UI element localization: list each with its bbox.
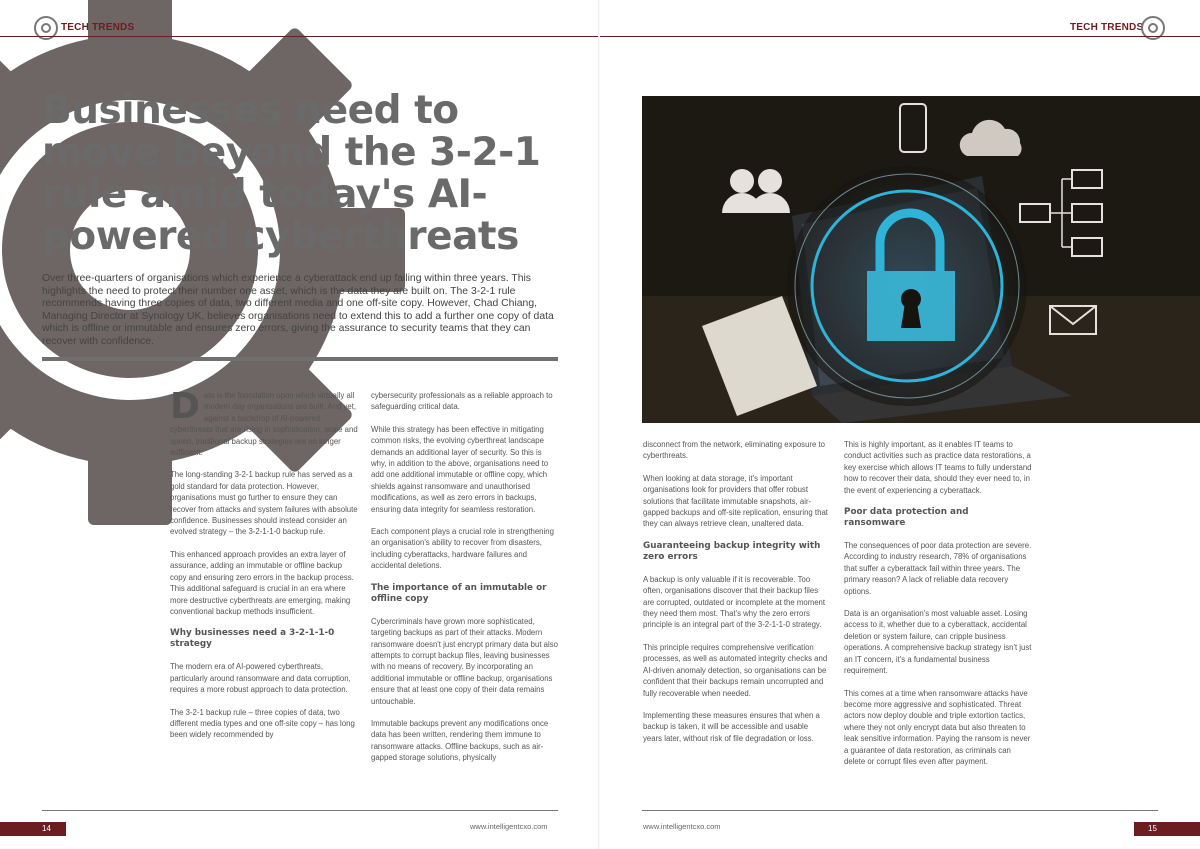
page-number: 14 bbox=[42, 824, 51, 833]
col1-para-4: The modern era of AI-powered cyberthreats, particularly around ransomware and data corruption, requires a more robust approach to data protection. bbox=[170, 662, 351, 695]
col2-para-3: Each component plays a crucial role in strengthening an organisation's ability to recover from disasters, including cyberattacks, hardware failures and accidental deletions. bbox=[371, 527, 554, 571]
header-rule bbox=[0, 36, 600, 37]
article-headline: Businesses need to move beyond the 3-2-1 rule amid today's AI-powered cyberthreats bbox=[42, 88, 541, 259]
header-rule bbox=[600, 36, 1200, 37]
cyber-lock-illustration bbox=[642, 96, 1200, 423]
column-4 bbox=[844, 439, 1032, 778]
col2-para-2: While this strategy has been effective in mitigating common risks, the evolving cyberthreat landscape demands an additional layer of security. So this is why, in addition to the above, organisations need to add one additional immutable or offline copy, which shields against ransomware and unauthorised modifications, as well as zero errors in backups, ensuring data integrity for seamless restoration. bbox=[371, 424, 549, 514]
col1-para-2: The long-standing 3-2-1 backup rule has served as a gold standard for data protection. However, organisations must go further to ensure they can recover from attacks and system failures with absolute confidence. Businesses should instead consider an evolved strategy – the 3-2-1-1-0 backup rule. bbox=[170, 470, 358, 537]
col1-para-5: The 3-2-1 backup rule – three copies of data, two different media types and one off-site copy – has long been widely recommended by bbox=[170, 707, 355, 740]
page-number-tab bbox=[1134, 822, 1200, 836]
page-number-tab bbox=[0, 822, 66, 836]
hero-image bbox=[642, 96, 1200, 423]
col4-subheading: Poor data protection and ransomware bbox=[844, 507, 969, 529]
footer-rule bbox=[642, 810, 1158, 811]
article-standfirst: Over three-quarters of organisations which experience a cyberattack end up failing within three years. This highlights the need to protect their number one asset, which is the data they are built on. The 3-2-1 rule recommends having three copies of data, two different media and one off-site copy. However, Chad Chiang, Managing Director at Synology UK, believes organisations need to extend this to add a further one copy of data which is offline or immutable and ensures zero errors, giving the assurance to security teams that they can recover with confidence. bbox=[42, 273, 554, 347]
col4-para-2: The consequences of poor data protection are severe. According to industry research, 78% of organisations that suffer a cyberattack fail within three years. The primary reason? A lack of reliable data recovery options. bbox=[844, 541, 1032, 596]
brand-label: TECH TRENDS bbox=[61, 22, 135, 33]
col4-para-4: This comes at a time when ransomware attacks have become more aggressive and sophisticated. Threat actors now deploy double and triple extortion tactics, where they not only encrypt data but also threaten to leak sensitive information. Paying the ransom is never a guarantee of data restoration, as criminals can delete or corrupt files even after payment. bbox=[844, 688, 1031, 766]
dropcap: D bbox=[170, 386, 200, 427]
col1-subheading: Why businesses need a 3-2-1-1-0 strategy bbox=[170, 628, 335, 650]
column-1 bbox=[170, 386, 358, 752]
footer-rule bbox=[42, 810, 558, 811]
column-2 bbox=[371, 390, 559, 775]
column-3 bbox=[643, 439, 829, 755]
col4-para-3: Data is an organisation's most valuable asset. Losing access to it, whether due to a cyberattack, accidental deletion or system failure, can cripple business operations. A comprehensive backup strategy isn't just an IT concern, it's a fundamental business requirement. bbox=[844, 609, 1032, 676]
col2-para-4: Cybercriminals have grown more sophisticated, targeting backups as part of their attacks. Modern ransomware doesn't just encrypt primary data but also attempts to corrupt backup files, leaving businesses with no means of recovery. By incorporating an additional immutable or offline backup, organisations ensure that at least one copy of their data remains untouchable. bbox=[371, 616, 558, 706]
col3-para-3: A backup is only valuable if it is recoverable. Too often, organisations discover that their backup files are corrupted, outdated or incomplete at the moment they need them most. That's why the zero errors principle is an integral part of the 3-2-1-1-0 strategy. bbox=[643, 574, 826, 630]
col3-para-5: Implementing these measures ensures that when a backup is taken, it will be accessible and usable years later, without risk of file degradation or loss. bbox=[643, 710, 820, 743]
right-page bbox=[600, 0, 1200, 849]
col3-para-4: This principle requires comprehensive verification processes, as well as automated integrity checks and AI-driven anomaly detection, so organisations can be confident that their backups remain uncorrupted and fully recoverable when needed. bbox=[643, 642, 828, 698]
col3-subheading: Guaranteeing backup integrity with zero errors bbox=[643, 540, 821, 562]
brand-label: TECH TRENDS bbox=[1070, 22, 1144, 33]
col3-para-2: When looking at data storage, it's important organisations look for providers that offer robust solutions that facilitate immutable snapshots, air-gapped backups and off-site replication, ensuring that they can always retrieve clean, unaltered data. bbox=[643, 473, 828, 529]
col4-para-1: This is highly important, as it enables IT teams to conduct activities such as practice data restorations, a key exercise which allows IT teams to fully understand how to recover their data, should they ever need to, in the event of experiencing a cyberattack. bbox=[844, 440, 1032, 495]
col2-subheading: The importance of an immutable or offline copy bbox=[371, 582, 547, 604]
standfirst-rule bbox=[42, 357, 558, 361]
col2-para-1: cybersecurity professionals as a reliable approach to safeguarding critical data. bbox=[371, 391, 553, 412]
col1-para-3: This enhanced approach provides an extra layer of assurance, adding an immutable or offline backup copy and ensuring zero errors in the backup process. This additional safeguard is crucial in an era where more destructive cyberthreats are emerging, making conventional backup methods insufficient. bbox=[170, 549, 354, 616]
page-number: 15 bbox=[1148, 824, 1157, 833]
col3-para-1: disconnect from the network, eliminating exposure to cyberthreats. bbox=[643, 440, 826, 461]
col1-para-1: ata is the foundation upon which virtually all modern day organisations are built. And yet, against a backdrop of AI-powered cyberthreats that are rising in sophistication, scale and speed, traditional backup strategies are no longer sufficient. bbox=[170, 391, 358, 458]
footer-url[interactable]: www.intelligentcxo.com bbox=[643, 822, 721, 831]
col2-para-5: Immutable backups prevent any modifications once data has been written, rendering them immune to ransomware attacks. Offline backups, such as air-gapped storage solutions, physically bbox=[371, 718, 549, 763]
footer-url[interactable]: www.intelligentcxo.com bbox=[470, 822, 548, 831]
